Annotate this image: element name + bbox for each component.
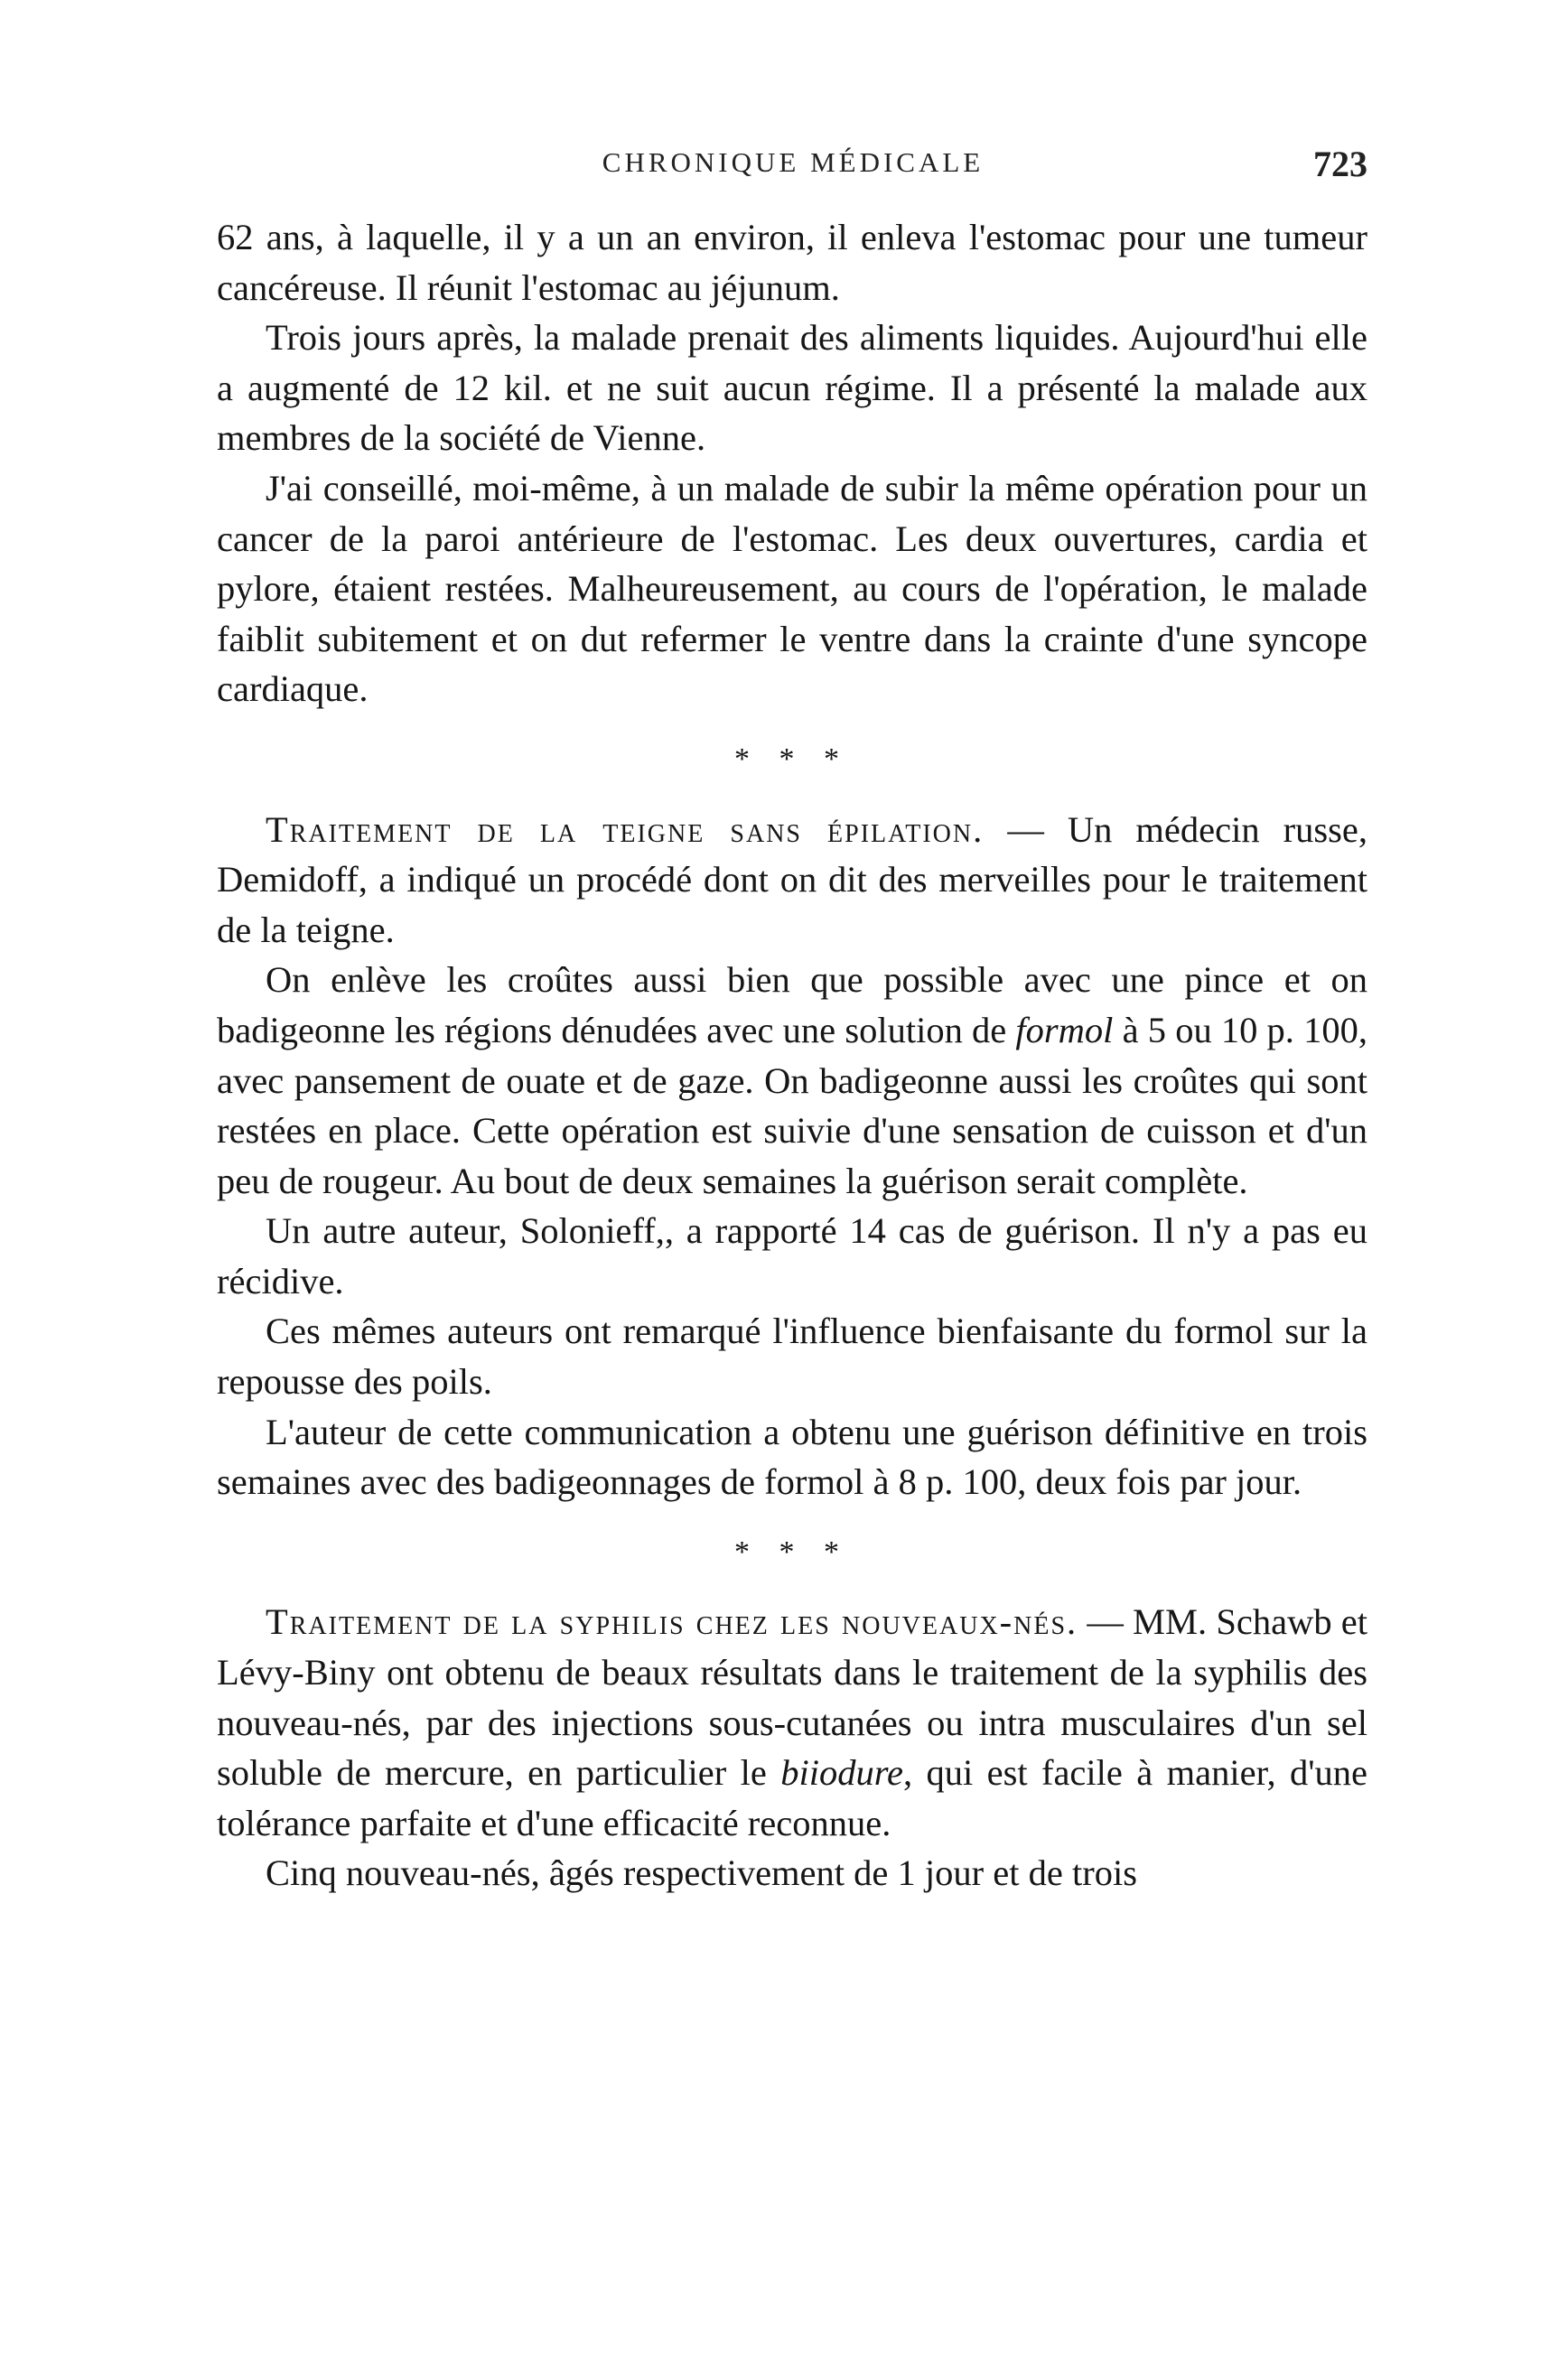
text-run: On enlève les croûtes aussi bien que possible avec une pince et on badigeonne les régions dénudées avec une solution de — [217, 959, 1367, 1050]
page-header — [219, 143, 1367, 197]
section-title: Traitement de la teigne sans épilation. — [266, 808, 985, 850]
paragraph: L'auteur de cette communication a obtenu une guérison définitive en trois semaines avec des badigeonnages de formol à 8 p. 100, deux fois par jour. — [217, 1411, 1367, 1503]
text-run: à 5 ou 10 p. 100, avec pansement de ouate et de gaze. On badigeonne aussi les croûtes qui sont restées en place. Cette opération est suivie d'une sensation de cuisson et d'un peu de rougeur. Au bout de deux semaines la guérison serait complète. — [217, 1009, 1367, 1201]
body-text — [217, 212, 1367, 1899]
paragraph-continued: 62 ans, à laquelle, il y a un an environ, il enleva l'estomac pour une tumeur cancéreuse. Il réunit l'estomac au jéjunum. — [217, 217, 1367, 308]
paragraph: Un autre auteur, Solonieff,, a rapporté 14 cas de guérison. Il n'y a pas eu récidive. — [217, 1210, 1367, 1301]
section-paragraph-syphilis — [217, 1597, 1367, 1848]
section-paragraph-teigne — [217, 805, 1367, 956]
running-title: CHRONIQUE MÉDICALE — [602, 146, 985, 178]
section-title: Traitement de la syphilis chez les nouveaux-nés. — [266, 1601, 1078, 1643]
paragraph: J'ai conseillé, moi-même, à un malade de subir la même opération pour un cancer de la paroi antérieure de l'estomac. Les deux ouvertures, cardia et pylore, étaient restées. Malheureusement, au cours de l'opération, le malade faiblit subitement et on dut refermer le ventre dans la crainte d'une syncope cardiaque. — [217, 467, 1367, 710]
section-text: — Un médecin russe, Demidoff, a indiqué un procédé dont on dit des merveilles pour le traitement de la teigne. — [217, 808, 1367, 950]
section-separator: * * * — [734, 742, 850, 776]
paragraph: Cinq nouveau-nés, âgés respectivement de 1 jour et de trois — [266, 1852, 1137, 1894]
page-number: 723 — [1313, 144, 1367, 184]
paragraph — [217, 955, 1367, 1206]
section-text: — MM. Schawb et Lévy-Biny ont obtenu de beaux résultats dans le traitement de la syphilis des nouveau-nés, par des injections sous-cutanées ou intra musculaires d'un sel soluble de mercure, en particulier le — [217, 1601, 1367, 1794]
emphasis-biiodure: biiodure — [780, 1752, 903, 1794]
section-text: , qui est facile à manier, d'une tolérance parfaite et d'une efficacité reconnue. — [217, 1752, 1367, 1843]
paragraph: Ces mêmes auteurs ont remarqué l'influence bienfaisante du formol sur la repousse des poils. — [217, 1311, 1367, 1403]
section-separator: * * * — [734, 1535, 850, 1569]
emphasis-formol: formol — [1015, 1009, 1114, 1050]
paragraph: Trois jours après, la malade prenait des aliments liquides. Aujourd'hui elle a augmenté de 12 kil. et ne suit aucun régime. Il a présenté la malade aux membres de la société de Vienne. — [217, 317, 1367, 459]
